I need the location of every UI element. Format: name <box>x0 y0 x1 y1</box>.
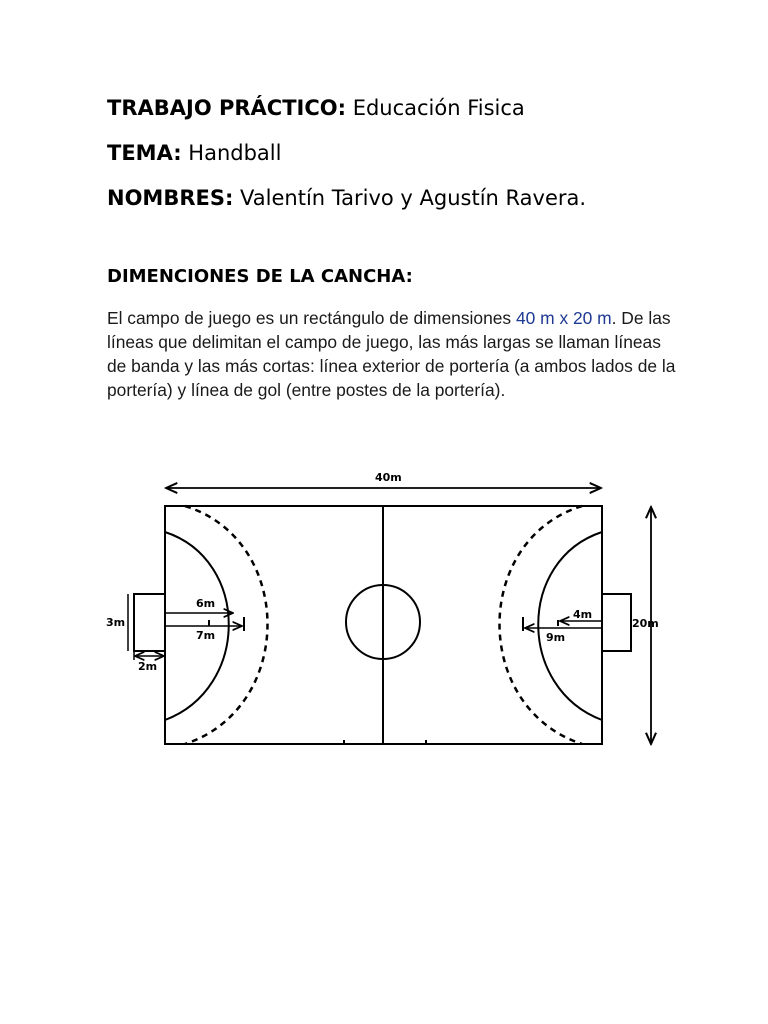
section-heading: DIMENCIONES DE LA CANCHA: <box>107 266 413 287</box>
goal-area-right <box>538 532 602 720</box>
topic-line <box>107 140 281 166</box>
names-line <box>107 185 586 211</box>
goal-width-label: 3m <box>106 616 126 629</box>
topic-value: Handball <box>181 141 282 165</box>
goal-area-label: 6m <box>196 597 216 610</box>
paragraph-dimensions: 40 m x 20 m <box>515 308 612 328</box>
handball-court-diagram <box>100 460 665 750</box>
penalty-label: 7m <box>196 629 216 642</box>
goalkeeper-label: 4m <box>573 608 593 621</box>
free-throw-line-right <box>500 506 583 744</box>
free-throw-label: 9m <box>546 631 566 644</box>
goal-right <box>602 594 631 651</box>
title-line <box>107 95 525 121</box>
title-label: TRABAJO PRÁCTICO: <box>107 96 347 120</box>
title-value: Educación Fisica <box>346 96 525 120</box>
names-label: NOMBRES: <box>107 186 234 210</box>
free-throw-line-left <box>185 506 268 744</box>
width-label: 20m <box>632 617 659 630</box>
names-value: Valentín Tarivo y Agustín Ravera. <box>233 186 587 210</box>
goal-depth-label: 2m <box>138 660 158 673</box>
paragraph-end: . De las líneas que delimitan el campo de juego, las más largas se llaman líneas de banda y las más cortas: línea exterior de portería (a ambos lados de la portería) y línea de gol (entre postes de la portería). <box>107 308 676 400</box>
dimensions-paragraph <box>107 306 682 402</box>
length-label: 40m <box>375 471 402 484</box>
paragraph-start: El campo de juego es un rectángulo de dimensiones <box>107 308 516 328</box>
topic-label: TEMA: <box>107 141 182 165</box>
goal-left <box>134 594 165 651</box>
